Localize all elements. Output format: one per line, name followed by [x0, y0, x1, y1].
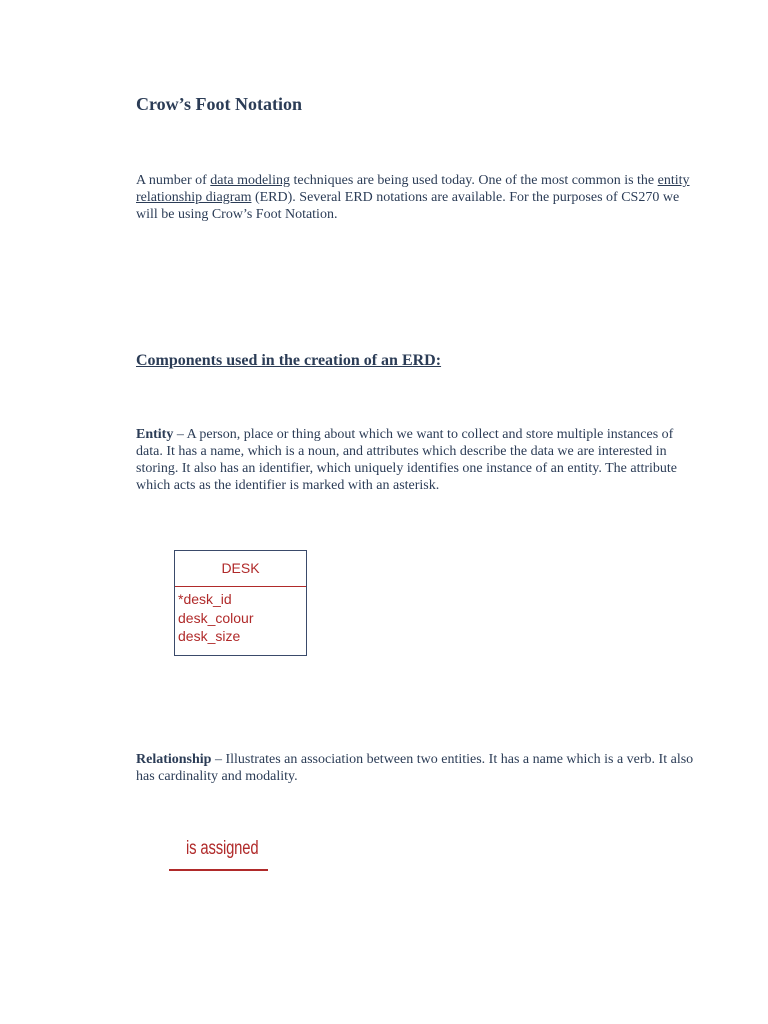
relationship-term: Relationship — [136, 752, 212, 767]
attribute-item: desk_colour — [178, 609, 254, 626]
relationship-label: is assigned — [186, 838, 259, 859]
attribute-list — [175, 587, 306, 646]
entity-term: Entity — [136, 427, 174, 442]
relationship-paragraph — [136, 751, 696, 785]
intro-paragraph — [136, 172, 696, 223]
entity-paragraph — [136, 426, 696, 494]
intro-text-1: A number of — [136, 173, 211, 188]
relationship-definition: – Illustrates an association between two entities. It has a name which is a verb. It also has cardinality and modality. — [136, 752, 694, 784]
intro-text-2: techniques are being used today. One of the most common is the — [289, 173, 658, 188]
page-title: Crow’s Foot Notation — [136, 94, 302, 114]
intro-text-3: (ERD). Several ERD notations are available. For the purposes of CS270 we will be using Crow’s Foot Notation. — [136, 190, 680, 222]
relationship-line — [169, 869, 268, 871]
entity-name: DESK — [175, 551, 306, 587]
entity-definition: – A person, place or thing about which we want to collect and store multiple instances of data. It has a name, which is a noun, and attributes which describe the data we are interested in storing. It also has an identifier, which uniquely identifies one instance of an entity. The attribute which acts as the identifier is marked with an asterisk. — [136, 427, 678, 493]
section-heading: Components used in the creation of an ERD: — [136, 352, 442, 369]
entity-diagram — [174, 550, 307, 656]
attribute-item: desk_size — [178, 628, 241, 644]
erd-link[interactable]: entity relationship diagram — [136, 173, 690, 205]
attribute-identifier: *desk_id — [178, 591, 232, 607]
data-modeling-link[interactable]: data modeling — [210, 173, 290, 188]
